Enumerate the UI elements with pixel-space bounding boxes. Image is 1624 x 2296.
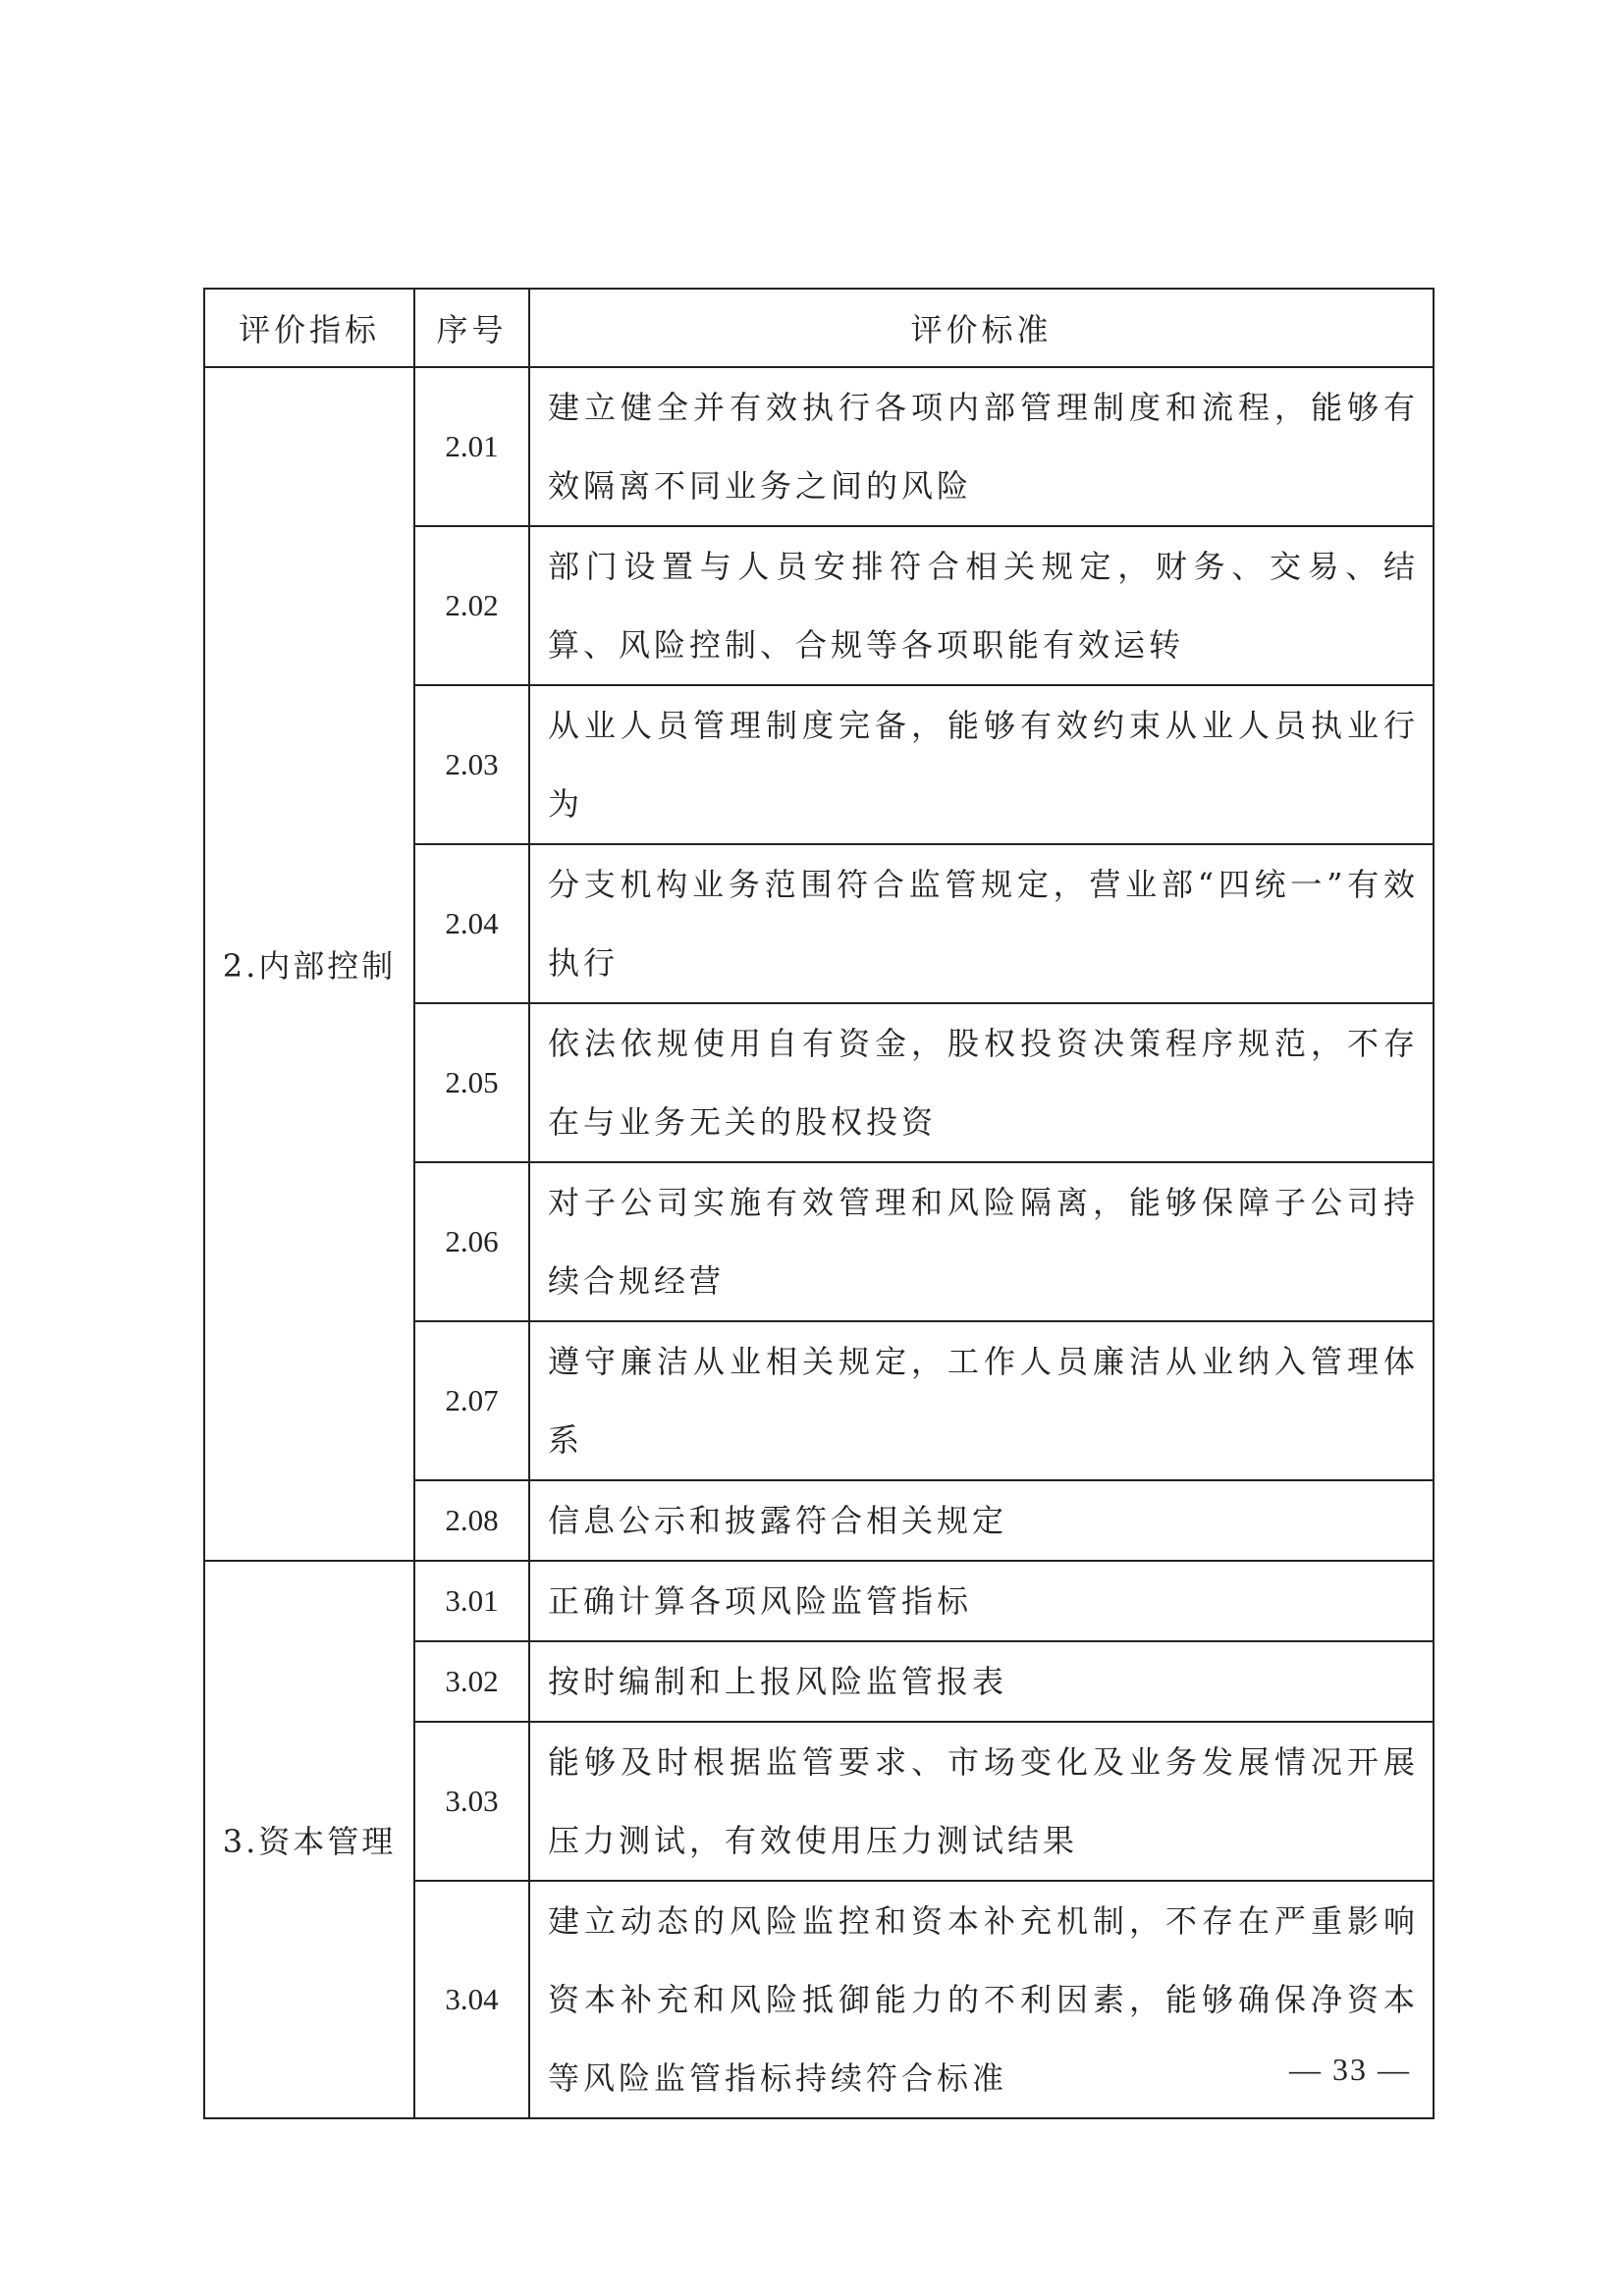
- row-standard: 正确计算各项风险监管指标: [529, 1561, 1434, 1641]
- row-standard: 建立动态的风险监控和资本补充机制，不存在严重影响资本补充和风险抵御能力的不利因素，能够确保净资本等风险监管指标持续符合标准: [529, 1881, 1434, 2118]
- row-number: 3.02: [414, 1641, 529, 1722]
- row-number: 2.03: [414, 685, 529, 844]
- row-standard: 能够及时根据监管要求、市场变化及业务发展情况开展压力测试，有效使用压力测试结果: [529, 1722, 1434, 1881]
- row-standard: 遵守廉洁从业相关规定，工作人员廉洁从业纳入管理体系: [529, 1321, 1434, 1480]
- row-standard: 建立健全并有效执行各项内部管理制度和流程，能够有效隔离不同业务之间的风险: [529, 367, 1434, 526]
- indicator-internal-control: 2.内部控制: [204, 367, 414, 1561]
- header-standard: 评价标准: [529, 289, 1434, 367]
- table-row: [204, 367, 1434, 526]
- header-indicator: 评价指标: [204, 289, 414, 367]
- row-standard: 按时编制和上报风险监管报表: [529, 1641, 1434, 1722]
- row-standard: 分支机构业务范围符合监管规定，营业部“四统一”有效执行: [529, 844, 1434, 1003]
- row-number: 3.04: [414, 1881, 529, 2118]
- table-row: [204, 1561, 1434, 1641]
- row-number: 3.03: [414, 1722, 529, 1881]
- row-number: 2.01: [414, 367, 529, 526]
- row-number: 3.01: [414, 1561, 529, 1641]
- row-standard: 从业人员管理制度完备，能够有效约束从业人员执业行为: [529, 685, 1434, 844]
- evaluation-table: [203, 288, 1435, 2119]
- row-standard: 对子公司实施有效管理和风险隔离，能够保障子公司持续合规经营: [529, 1162, 1434, 1321]
- row-number: 2.05: [414, 1003, 529, 1162]
- row-number: 2.04: [414, 844, 529, 1003]
- indicator-capital-management: 3.资本管理: [204, 1561, 414, 2118]
- row-standard: 依法依规使用自有资金，股权投资决策程序规范，不存在与业务无关的股权投资: [529, 1003, 1434, 1162]
- page-number: — 33 —: [1289, 2052, 1411, 2087]
- row-standard: 部门设置与人员安排符合相关规定，财务、交易、结算、风险控制、合规等各项职能有效运转: [529, 526, 1434, 685]
- table-header-row: [204, 289, 1434, 367]
- row-number: 2.02: [414, 526, 529, 685]
- row-number: 2.07: [414, 1321, 529, 1480]
- row-standard: 信息公示和披露符合相关规定: [529, 1480, 1434, 1561]
- header-number: 序号: [414, 289, 529, 367]
- row-number: 2.08: [414, 1480, 529, 1561]
- row-number: 2.06: [414, 1162, 529, 1321]
